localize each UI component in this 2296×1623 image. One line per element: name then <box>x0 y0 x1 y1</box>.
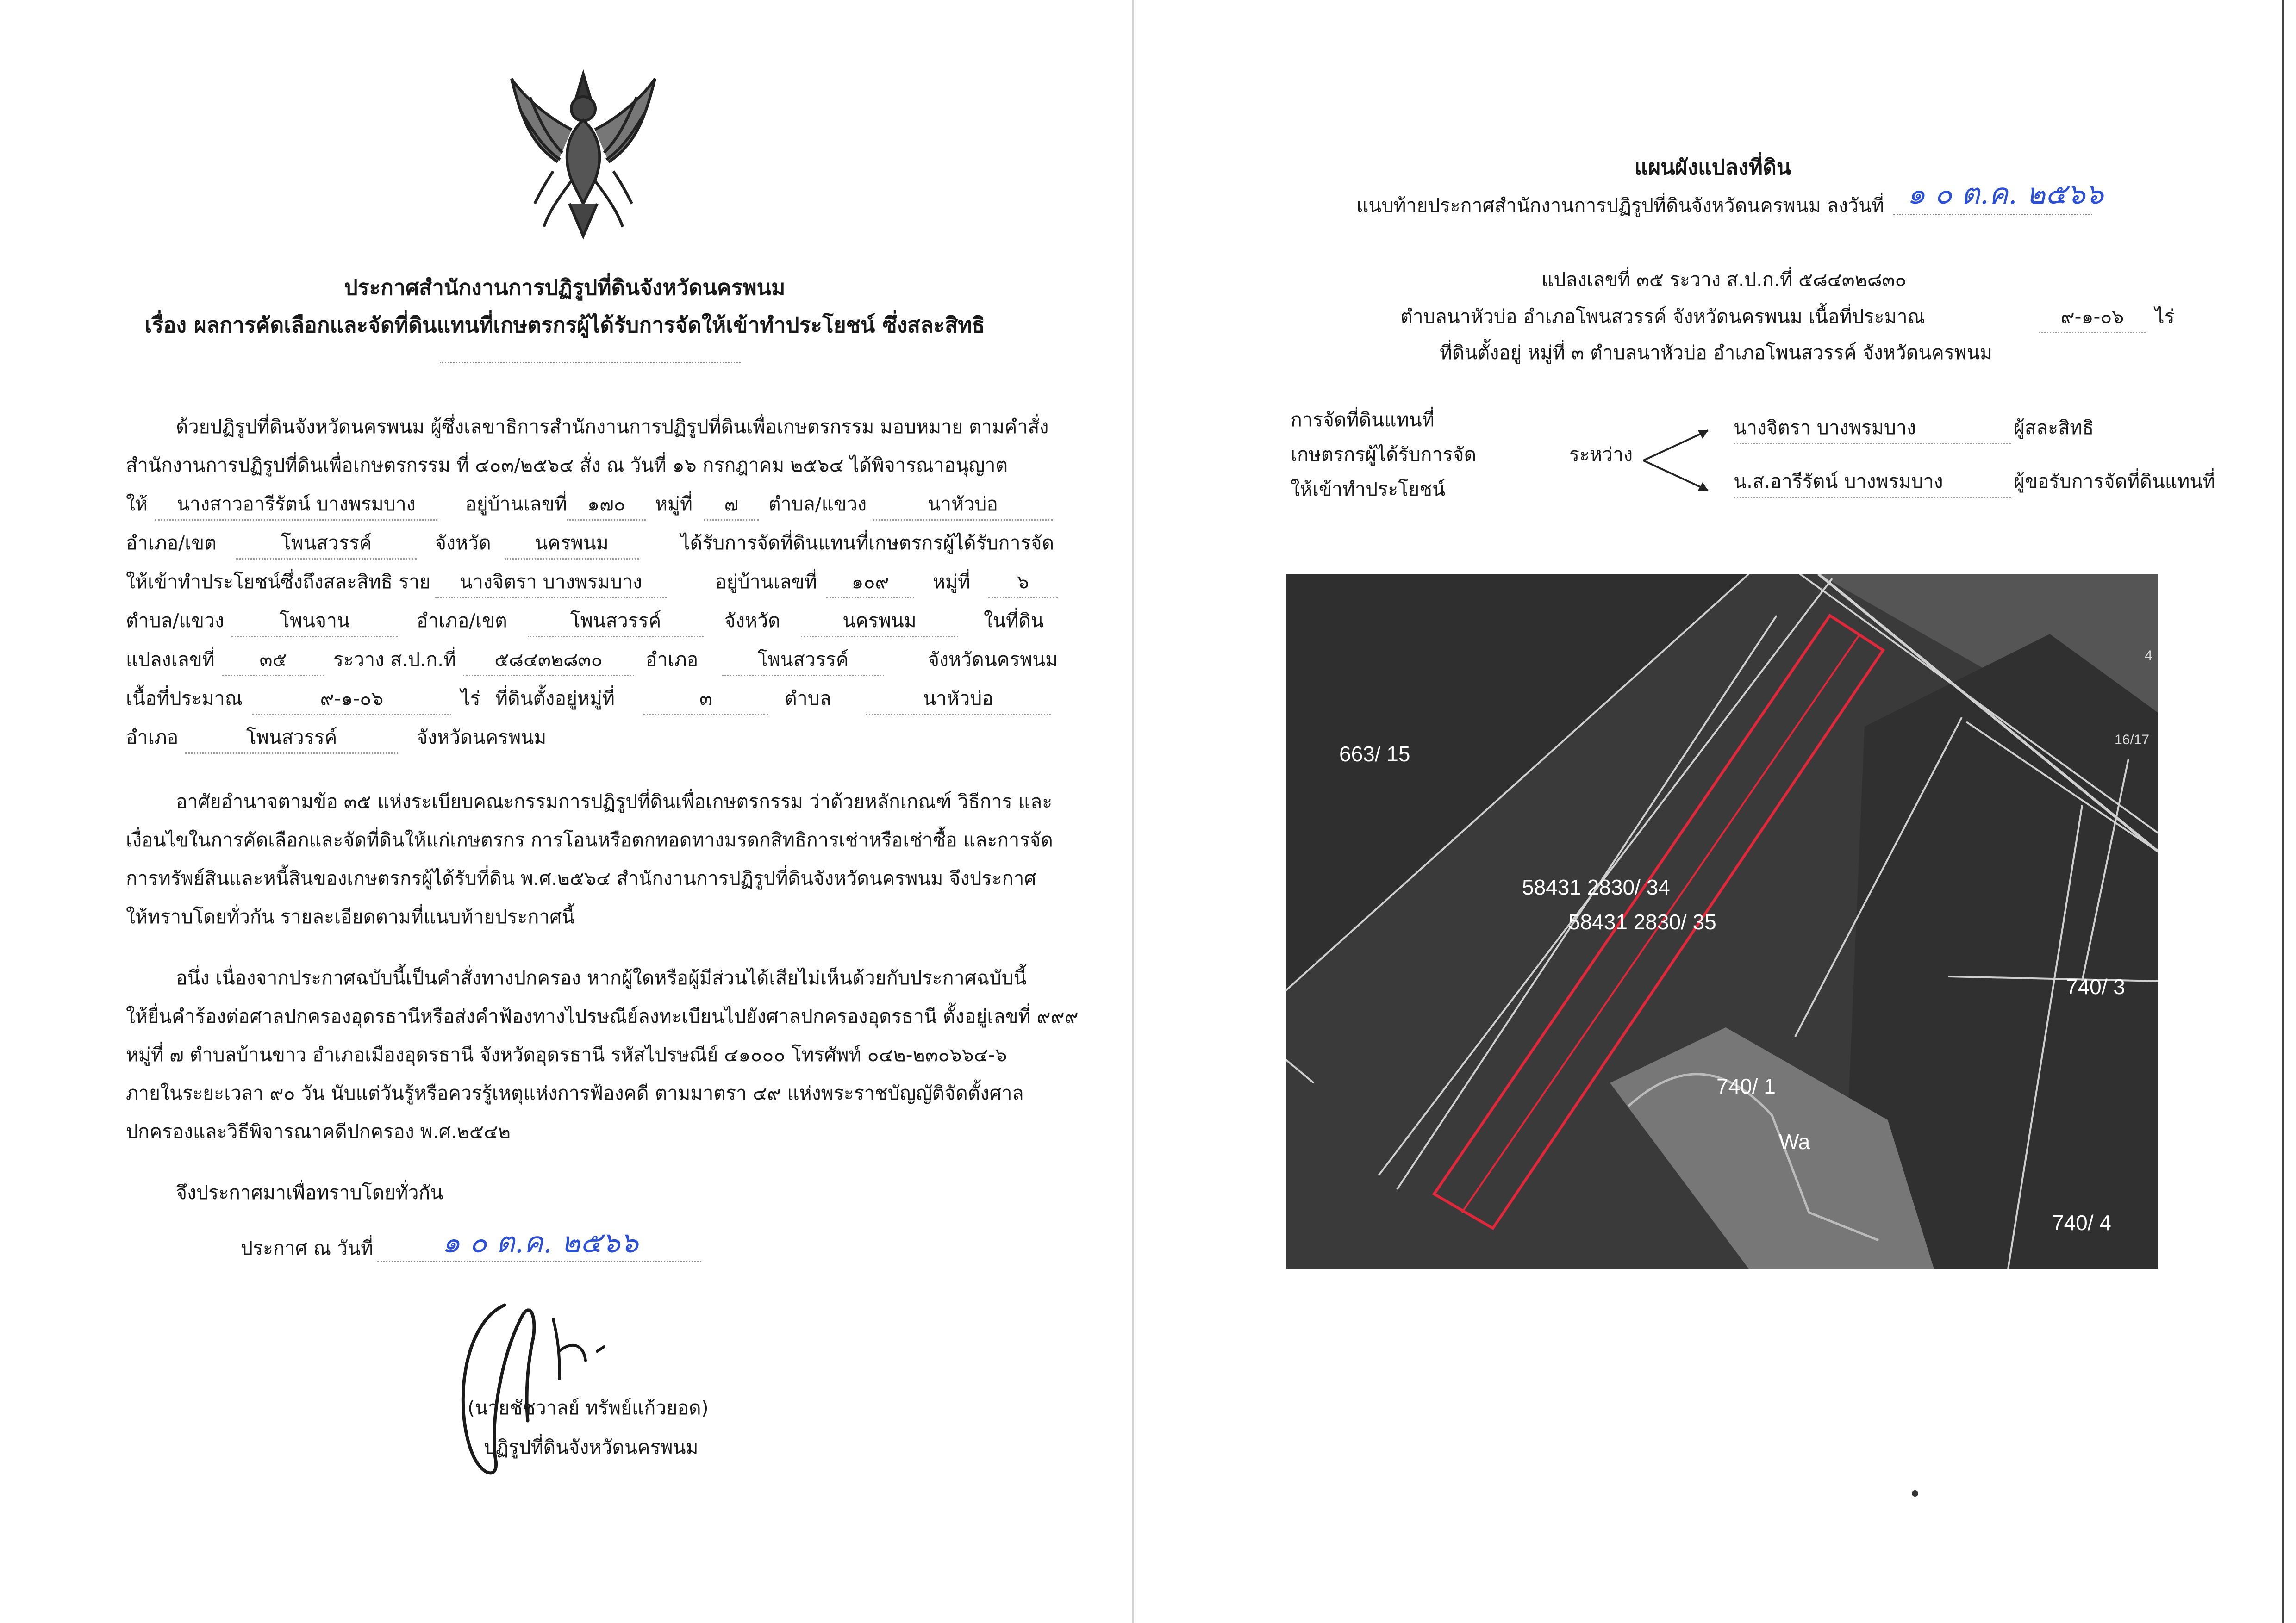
announce-date-label: ประกาศ ณ วันที่ <box>241 1237 374 1259</box>
para2-line3: การทรัพย์สินและหนี้สินของเกษตรกรผู้ได้รับที่ดิน พ.ศ.๒๕๖๔ สำนักงานการปฏิรูปที่ดินจังหวัดนครพนม จึงประกาศ <box>126 867 1036 889</box>
party2-role: ผู้ขอรับการจัดที่ดินแทนที่ <box>2014 470 2215 492</box>
label-waiver-house: อยู่บ้านเลขที่ <box>715 571 817 593</box>
announcement-subject: เรื่อง ผลการคัดเลือกและจัดที่ดินแทนที่เกษตรกรผู้ได้รับการจัดให้เข้าทำประโยชน์ ซึ่งสละสิทธิ <box>144 312 985 337</box>
recipient-tambon-value: นาหัวบ่อ <box>873 489 1053 521</box>
label-plot-amphoe: อำเภอ <box>646 648 699 671</box>
waiver-tambon-value: โพนจาน <box>231 606 398 637</box>
label-area: เนื้อที่ประมาณ <box>126 687 243 709</box>
parcel-label-16-17: 16/17 <box>2115 732 2150 747</box>
located-moo-value: ๓ <box>643 684 768 715</box>
page-gutter <box>1132 0 1134 1623</box>
label-tambon: ตำบล/แขวง <box>768 493 867 515</box>
plot-amphoe-value: โพนสวรรค์ <box>722 645 884 676</box>
plot-no-value: ๓๕ <box>222 645 324 676</box>
party2-name: น.ส.อารีรัตน์ บางพรมบาง <box>1734 466 2011 498</box>
located-amphoe-value: โพนสวรรค์ <box>185 722 398 754</box>
parcel-label-663-15: 663/ 15 <box>1339 742 1410 766</box>
para2-line1: อาศัยอำนาจตามข้อ ๓๕ แห่งระเบียบคณะกรรมการปฏิรูปที่ดินเพื่อเกษตรกรรม ว่าด้วยหลักเกณฑ์ วิธีการ และ <box>176 790 1053 813</box>
announcement-title: ประกาศสำนักงานการปฏิรูปที่ดินจังหวัดนครพนม <box>344 275 786 300</box>
scan-edge <box>2282 0 2284 1623</box>
label-waiver-province: จังหวัด <box>724 609 780 632</box>
parcel-lines <box>1286 574 2158 1269</box>
para1-line2: สำนักงานการปฏิรูปที่ดินเพื่อเกษตรกรรม ที่ ๔๐๓/๒๕๖๔ สั่ง ณ วันที่ ๑๖ กรกฎาคม ๒๕๖๔ ได้พิจารณาอนุญาต <box>126 454 1008 476</box>
waiver-name-value: นางจิตรา บางพรมบาง <box>435 567 667 598</box>
plot-line-3: ที่ดินตั้งอยู่ หมู่ที่ ๓ ตำบลนาหัวบ่อ อำเภอโพนสวรรค์ จังหวัดนครพนม <box>1440 342 1992 364</box>
label-house-no: อยู่บ้านเลขที่ <box>465 493 567 515</box>
signer-name: (นายชัชวาลย์ ทรัพย์แก้วยอด) <box>468 1397 709 1419</box>
party1-role: ผู้สละสิทธิ <box>2014 417 2094 439</box>
label-located-amphoe: อำเภอ <box>126 726 179 748</box>
waiver-house-value: ๑๐๙ <box>826 567 914 598</box>
allocation-label-3: ให้เข้าทำประโยชน์ <box>1291 478 1446 500</box>
label-province: จังหวัด <box>435 532 491 554</box>
label-located-province: จังหวัดนครพนม <box>417 726 547 748</box>
waiver-province-value: นครพนม <box>801 606 958 637</box>
para3-line2: ให้ยื่นคำร้องต่อศาลปกครองอุดรธานีหรือส่งคำฟ้องทางไปรษณีย์ลงทะเบียนไปยังศาลปกครองอุดรธานี ตั้งอยู่เลขที่ ๙๙๙ <box>126 1005 1079 1027</box>
para3-line4: ภายในระยะเวลา ๙๐ วัน นับแต่วันรู้หรือควรรู้เหตุแห่งการฟ้องคดี ตามมาตรา ๔๙ แห่งพระราชบัญญัติจัดตั้งศาล <box>126 1082 1024 1104</box>
parcel-label-740-1: 740/ 1 <box>1716 1074 1776 1098</box>
plot-line-1: แปลงเลขที่ ๓๕ ระวาง ส.ป.ก.ที่ ๕๘๔๓๒๘๓๐ <box>1541 268 1907 291</box>
signer-title: ปฏิรูปที่ดินจังหวัดนครพนม <box>484 1436 699 1458</box>
recipient-amphoe-value: โพนสวรรค์ <box>236 528 417 560</box>
para2-line4: ให้ทราบโดยทั่วกัน รายละเอียดตามที่แนบท้ายประกาศนี้ <box>126 906 575 928</box>
para3-line1: อนึ่ง เนื่องจากประกาศฉบับนี้เป็นคำสั่งทางปกครอง หากผู้ใดหรือผู้มีส่วนได้เสียไม่เห็นด้วยกับประกาศฉบับนี้ <box>176 967 1027 989</box>
parcel-label-wa: Wa <box>1779 1130 1810 1154</box>
parcel-label-740-3: 740/ 3 <box>2066 975 2125 999</box>
sheet-no-value: ๕๘๔๓๒๘๓๐ <box>463 645 634 676</box>
para3-line5: ปกครองและวิธีพิจารณาคดีปกครอง พ.ศ.๒๕๔๒ <box>126 1120 511 1143</box>
garuda-emblem <box>502 65 664 241</box>
map-title: แผนผังแปลงที่ดิน <box>1634 155 1791 180</box>
waiver-amphoe-value: โพนสวรรค์ <box>528 606 704 637</box>
plot-area-value: ๙-๑-๐๖ <box>2039 302 2146 333</box>
allocation-label-1: การจัดที่ดินแทนที่ <box>1291 409 1435 431</box>
recipient-house-value: ๑๗๐ <box>567 489 646 521</box>
label-moo: หมู่ที่ <box>655 493 693 515</box>
allocation-label-2: เกษตรกรผู้ได้รับการจัด <box>1291 443 1477 466</box>
title-divider <box>440 362 741 363</box>
scan-speck <box>1912 1490 1918 1497</box>
para1-line5-head: ให้เข้าทำประโยชน์ซึ่งถึงสละสิทธิ ราย <box>126 571 431 593</box>
label-plot-no: แปลงเลขที่ <box>126 648 215 671</box>
party1-name: นางจิตรา บางพรมบาง <box>1734 413 2011 444</box>
label-amphoe: อำเภอ/เขต <box>126 532 217 554</box>
appendix-date-value: ๑ ๐ ต.ค. ๒๕๖๖ <box>1907 177 2103 211</box>
label-in-land: ในที่ดิน <box>984 609 1044 632</box>
area-value: ๙-๑-๐๖ <box>252 684 451 715</box>
parcel-label-740-4: 740/ 4 <box>2052 1211 2111 1235</box>
para2-line2: เงื่อนไขในการคัดเลือกและจัดที่ดินให้แก่เกษตรกร การโอนหรือตกทอดทางมรดกสิทธิการเช่าหรือเช่าซื้อ และการจัด <box>126 829 1053 851</box>
para1-line4-tail: ได้รับการจัดที่ดินแทนที่เกษตรกรผู้ได้รับการจัด <box>680 532 1054 554</box>
recipient-name-value: นางสาวอารีรัตน์ บางพรมบาง <box>155 489 437 521</box>
closing-line: จึงประกาศมาเพื่อทราบโดยทั่วกัน <box>176 1181 443 1204</box>
plot-line-2-head: ตำบลนาหัวบ่อ อำเภอโพนสวรรค์ จังหวัดนครพนม เนื้อที่ประมาณ <box>1400 305 1925 328</box>
label-located-moo: ที่ดินตั้งอยู่หมู่ที่ <box>495 687 615 709</box>
recipient-province-value: นครพนม <box>505 528 639 560</box>
label-sheet: ระวาง ส.ป.ก.ที่ <box>333 648 456 671</box>
appendix-line: แนบท้ายประกาศสำนักงานการปฏิรูปที่ดินจังหวัดนครพนม ลงวันที่ <box>1356 194 1884 217</box>
aerial-parcel-map <box>1286 574 2158 1269</box>
parcel-label-34: 58431 2830/ 34 <box>1522 875 1670 899</box>
between-label: ระหว่าง <box>1569 443 1633 466</box>
label-waiver-tambon: ตำบล/แขวง <box>126 609 225 632</box>
label-waiver-moo: หมู่ที่ <box>933 571 971 593</box>
waiver-moo-value: ๖ <box>988 567 1058 598</box>
label-plot-province: จังหวัดนครพนม <box>928 648 1058 671</box>
parcel-label-edge: 4 <box>2145 648 2152 663</box>
para1-line1: ด้วยปฏิรูปที่ดินจังหวัดนครพนม ผู้ซึ่งเลขาธิการสำนักงานการปฏิรูปที่ดินเพื่อเกษตรกรรม มอบหมาย ตามคำสั่ง <box>176 416 1049 438</box>
para3-line3: หมู่ที่ ๗ ตำบลบ้านขาว อำเภอเมืองอุดรธานี จังหวัดอุดรธานี รหัสไปรษณีย์ ๔๑๐๐๐ โทรศัพท์ ๐๔๒-๒๓๐๖๖๔-๖ <box>126 1044 1007 1066</box>
plot-line-2-unit: ไร่ <box>2155 305 2175 328</box>
label-located-tambon: ตำบล <box>785 687 831 709</box>
recipient-moo-value: ๗ <box>704 489 759 521</box>
between-arrows <box>1639 421 1717 500</box>
label-waiver-amphoe: อำเภอ/เขต <box>417 609 507 632</box>
announcement-page <box>0 0 1129 1623</box>
parcel-label-35: 58431 2830/ 35 <box>1568 910 1716 934</box>
located-tambon-value: นาหัวบ่อ <box>866 684 1051 715</box>
label-rai: ไร่ <box>461 687 480 709</box>
label-give-to: ให้ <box>126 493 148 515</box>
announce-date-value: ๑ ๐ ต.ค. ๒๕๖๖ <box>442 1225 638 1259</box>
